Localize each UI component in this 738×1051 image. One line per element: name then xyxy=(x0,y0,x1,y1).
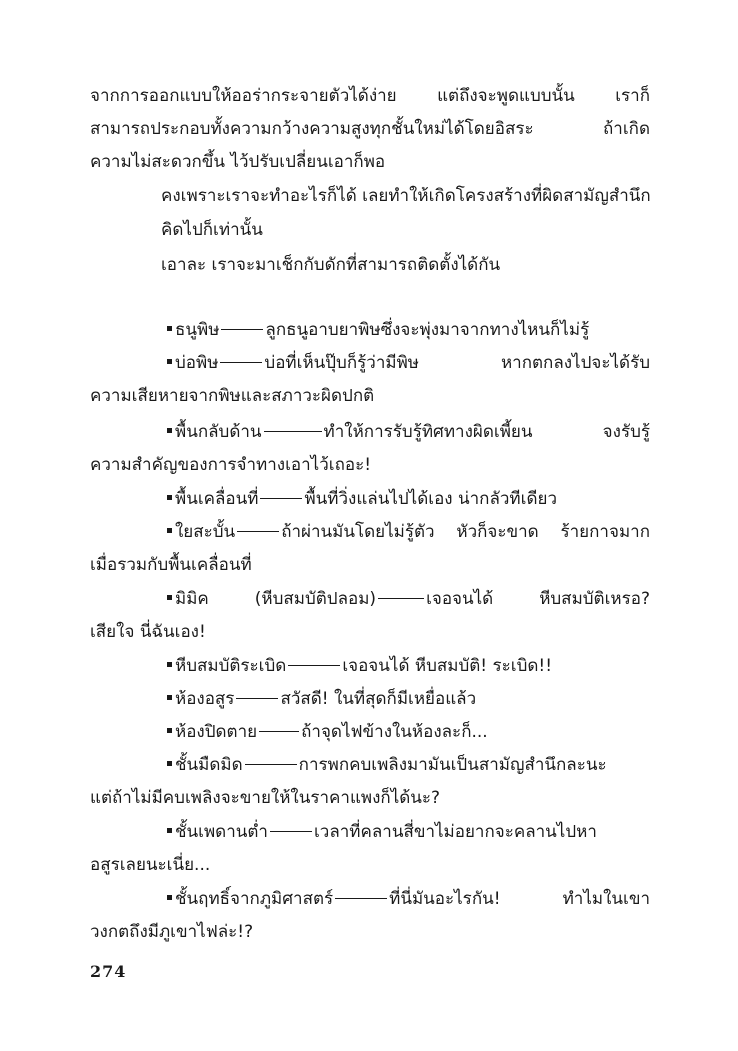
item-description: เวลาที่คลานสี่ขาไม่อยากจะคลานไปหา xyxy=(313,822,597,842)
item-description: ถ้าจุดไฟข้างในห้องละก็... xyxy=(301,722,488,742)
list-item xyxy=(167,587,650,611)
item-term: ชั้นเพดานต่ำ xyxy=(175,822,268,842)
item-continuation: วงกตถึงมีภูเขาไฟล่ะ!? xyxy=(90,922,254,942)
para2-line-2: คิดไปก็เท่านั้น xyxy=(161,220,263,240)
item-term: ห้องปิดตาย xyxy=(175,722,258,742)
item-continuation: เสียใจ นี่ฉันเอง! xyxy=(90,622,206,642)
item-term: ใยสะบั้น xyxy=(175,522,236,542)
em-dash xyxy=(260,498,302,500)
em-dash xyxy=(237,531,279,533)
item-continuation: แต่ถ้าไม่มีคบเพลิงจะขายให้ในราคาแพงก็ได้นะ? xyxy=(90,788,441,808)
item-description: เจอจนได้ หีบสมบัติ! ระเบิด!! xyxy=(342,656,553,676)
item-term: บ่อพิษ xyxy=(175,353,219,373)
list-item xyxy=(167,820,650,844)
item-description: บ่อที่เห็นปุ๊บก็รู้ว่ามีพิษ หากตกลงไปจะได้รับ xyxy=(264,353,650,373)
em-dash xyxy=(259,731,299,733)
para3-line: เอาละ เราจะมาเช็กกับดักที่สามารถติดตั้งได้กัน xyxy=(161,255,501,275)
item-term: พื้นกลับด้าน xyxy=(175,422,262,442)
bullet-icon xyxy=(167,528,172,533)
list-item xyxy=(167,487,557,511)
bullet-icon xyxy=(167,359,172,364)
list-item xyxy=(167,318,650,342)
item-term: หีบสมบัติระเบิด xyxy=(175,656,287,676)
bullet-icon xyxy=(167,828,172,833)
item-term: ธนูพิษ xyxy=(175,320,220,340)
em-dash xyxy=(264,431,322,433)
em-dash xyxy=(236,698,278,700)
item-description: ที่นี่มันอะไรกัน! ทำไมในเขา xyxy=(389,889,650,909)
page-number: 274 xyxy=(90,962,127,981)
item-term: ชั้นฤทธิ์จากภูมิศาสตร์ xyxy=(175,889,334,909)
list-item xyxy=(167,654,552,678)
bullet-icon xyxy=(167,695,172,700)
item-description: ถ้าผ่านมันโดยไม่รู้ตัว หัวก็จะขาด ร้ายกาจมาก xyxy=(281,522,650,542)
item-continuation: ความสำคัญของการจำทางเอาไว้เถอะ! xyxy=(90,455,372,475)
item-continuation: เมื่อรวมกับพื้นเคลื่อนที่ xyxy=(90,555,252,575)
em-dash xyxy=(378,598,424,600)
item-continuation: ความเสียหายจากพิษและสภาวะผิดปกติ xyxy=(90,386,375,406)
item-term: มิมิค (หีบสมบัติปลอม) xyxy=(175,589,377,609)
bullet-icon xyxy=(167,728,172,733)
list-item xyxy=(167,753,650,777)
bullet-icon xyxy=(167,595,172,600)
bullet-icon xyxy=(167,761,172,766)
item-term: ชั้นมืดมิด xyxy=(175,755,243,775)
item-description: พื้นที่วิ่งแล่นไปได้เอง น่ากลัวทีเดียว xyxy=(304,489,557,509)
intro-line-3: ความไม่สะดวกขึ้น ไว้ปรับเปลี่ยนเอาก็พอ xyxy=(90,152,386,172)
item-description: สวัสดี! ในที่สุดก็มีเหยื่อแล้ว xyxy=(280,689,477,709)
list-item xyxy=(167,887,650,911)
em-dash xyxy=(270,831,312,833)
bullet-icon xyxy=(167,662,172,667)
para2-line-1: คงเพราะเราจะทำอะไรก็ได้ เลยทำให้เกิดโครงสร้างที่ผิดสามัญสำนึก xyxy=(161,186,651,206)
item-description: เจอจนได้ หีบสมบัติเหรอ? xyxy=(426,589,650,609)
item-description: ลูกธนูอาบยาพิษซึ่งจะพุ่งมาจากทางไหนก็ไม่รู้ xyxy=(265,320,590,340)
item-continuation: อสูรเลยนะเนี่ย... xyxy=(90,855,211,875)
em-dash xyxy=(245,764,297,766)
em-dash xyxy=(220,362,262,364)
item-description: การพกคบเพลิงมามันเป็นสามัญสำนึกละนะ xyxy=(298,755,607,775)
list-item xyxy=(167,351,650,375)
em-dash xyxy=(288,665,340,667)
item-description: ทำให้การรับรู้ทิศทางผิดเพี้ยน จงรับรู้ xyxy=(323,422,650,442)
bullet-icon xyxy=(167,895,172,900)
bullet-icon xyxy=(167,326,172,331)
intro-line-2: สามารถประกอบทั้งความกว้างความสูงทุกชั้นใหม่ได้โดยอิสระ ถ้าเกิด xyxy=(90,119,650,139)
item-term: พื้นเคลื่อนที่ xyxy=(175,489,259,509)
em-dash xyxy=(335,898,387,900)
list-item xyxy=(167,720,488,744)
bullet-icon xyxy=(167,428,172,433)
bullet-icon xyxy=(167,495,172,500)
list-item xyxy=(167,687,476,711)
list-item xyxy=(167,520,650,544)
list-item xyxy=(167,420,650,444)
em-dash xyxy=(221,329,263,331)
intro-line-1: จากการออกแบบให้ออร่ากระจายตัวได้ง่าย แต่ถึงจะพูดแบบนั้น เราก็ xyxy=(90,86,650,106)
item-term: ห้องอสูร xyxy=(175,689,235,709)
